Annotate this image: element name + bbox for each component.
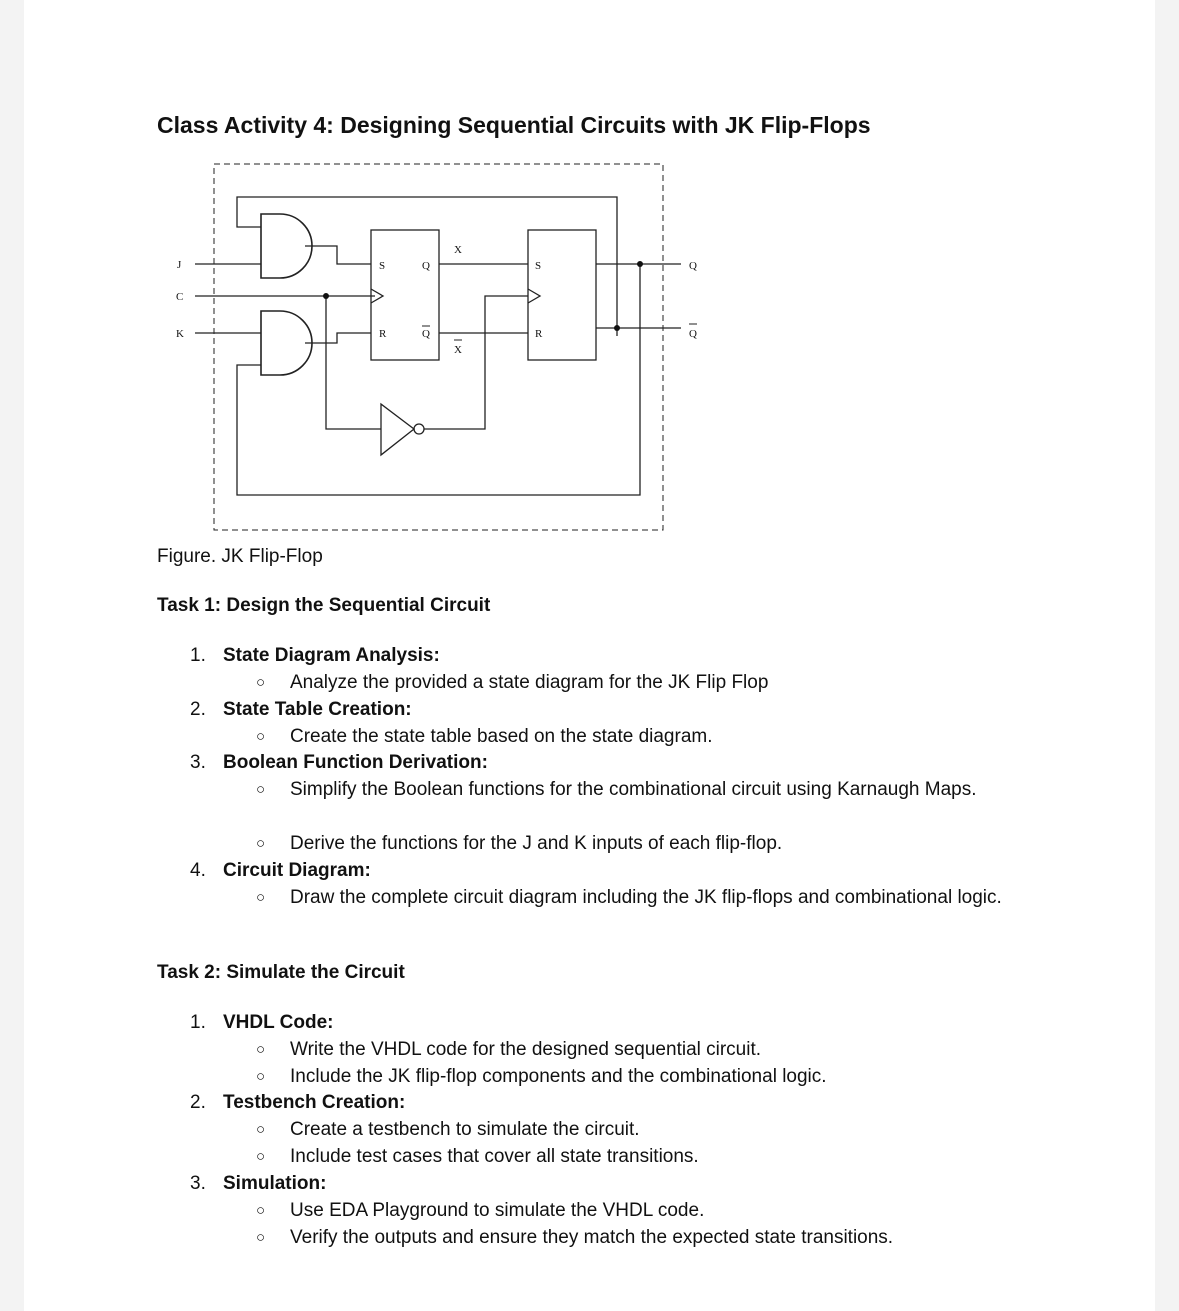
bullet-icon: ○ <box>256 835 266 852</box>
bullet-icon: ○ <box>256 1068 266 1085</box>
task2-item3-sub2: Verify the outputs and ensure they match the expected state transitions. <box>290 1227 894 1248</box>
ff2-clock-marker <box>528 289 540 303</box>
task1-item1-sub1: Analyze the provided a state diagram for the JK Flip Flop <box>290 672 769 693</box>
bullet-icon: ○ <box>256 781 266 798</box>
task2-item3-number: 3. <box>190 1173 206 1194</box>
task2-item2-sub1: Create a testbench to simulate the circuit. <box>290 1119 640 1140</box>
and2-to-r <box>305 333 371 343</box>
lower-and-gate <box>261 311 312 375</box>
label-xbar: X <box>454 344 462 356</box>
task2-item1-sub2: Include the JK flip-flop components and the combinational logic. <box>290 1066 827 1087</box>
task1-item3-sub2: Derive the functions for the J and K inputs of each flip-flop. <box>290 833 783 854</box>
label-c: C <box>176 291 184 303</box>
task1-item3-number: 3. <box>190 752 206 773</box>
task2-item1-sub1: Write the VHDL code for the designed sequential circuit. <box>290 1039 762 1060</box>
label-out-qbar: Q <box>689 328 697 340</box>
task2-item2-title: Testbench Creation: <box>223 1092 406 1113</box>
task1-item3-sub1: Simplify the Boolean functions for the combinational circuit using Karnaugh Maps. <box>290 779 977 800</box>
task2-item1-number: 1. <box>190 1012 206 1033</box>
bullet-icon: ○ <box>256 1148 266 1165</box>
q-junction <box>637 261 643 267</box>
task2-item3-sub1: Use EDA Playground to simulate the VHDL code. <box>290 1200 705 1221</box>
page-title: Class Activity 4: Designing Sequential Circuits with JK Flip-Flops <box>157 112 871 138</box>
task1-item2-sub1: Create the state table based on the state diagram. <box>290 726 713 747</box>
bullet-icon: ○ <box>256 1202 266 1219</box>
bullet-icon: ○ <box>256 1229 266 1246</box>
task2-item3-title: Simulation: <box>223 1173 327 1194</box>
task1-heading: Task 1: Design the Sequential Circuit <box>157 595 491 616</box>
task2-item2-number: 2. <box>190 1092 206 1113</box>
clock-junction <box>323 293 329 299</box>
figure-caption: Figure. JK Flip-Flop <box>157 546 323 567</box>
task1-item1-title: State Diagram Analysis: <box>223 645 440 666</box>
task1-item2-number: 2. <box>190 699 206 720</box>
document-page <box>24 0 1155 1311</box>
inverter-bubble <box>414 424 424 434</box>
task2-heading: Task 2: Simulate the Circuit <box>157 962 405 983</box>
label-ff1-r: R <box>379 328 387 340</box>
inverter <box>381 404 414 455</box>
label-j: J <box>177 259 182 271</box>
clock-to-inverter <box>326 296 381 429</box>
task1-item4-sub1: Draw the complete circuit diagram including the JK flip-flops and combinational logic. <box>290 887 1002 908</box>
task2-item1-title: VHDL Code: <box>223 1012 334 1033</box>
bullet-icon: ○ <box>256 728 266 745</box>
task1-item1-number: 1. <box>190 645 206 666</box>
task1-item4-number: 4. <box>190 860 206 881</box>
upper-and-gate <box>261 214 312 278</box>
task1-item2-title: State Table Creation: <box>223 699 412 720</box>
label-ff1-q: Q <box>422 260 430 272</box>
and1-to-s <box>305 246 371 264</box>
label-ff1-s: S <box>379 260 386 272</box>
label-ff2-r: R <box>535 328 543 340</box>
bullet-icon: ○ <box>256 889 266 906</box>
label-x: X <box>454 244 462 256</box>
bullet-icon: ○ <box>256 674 266 691</box>
bullet-icon: ○ <box>256 1121 266 1138</box>
label-out-q: Q <box>689 260 697 272</box>
jk-flip-flop-figure <box>157 155 707 540</box>
label-ff2-s: S <box>535 260 542 272</box>
task2-item2-sub2: Include test cases that cover all state transitions. <box>290 1146 699 1167</box>
qbar-junction <box>614 325 620 331</box>
label-ff1-qbar: Q <box>422 328 430 340</box>
label-k: K <box>176 328 184 340</box>
task1-item4-title: Circuit Diagram: <box>223 860 371 881</box>
task1-item3-title: Boolean Function Derivation: <box>223 752 488 773</box>
bullet-icon: ○ <box>256 1041 266 1058</box>
